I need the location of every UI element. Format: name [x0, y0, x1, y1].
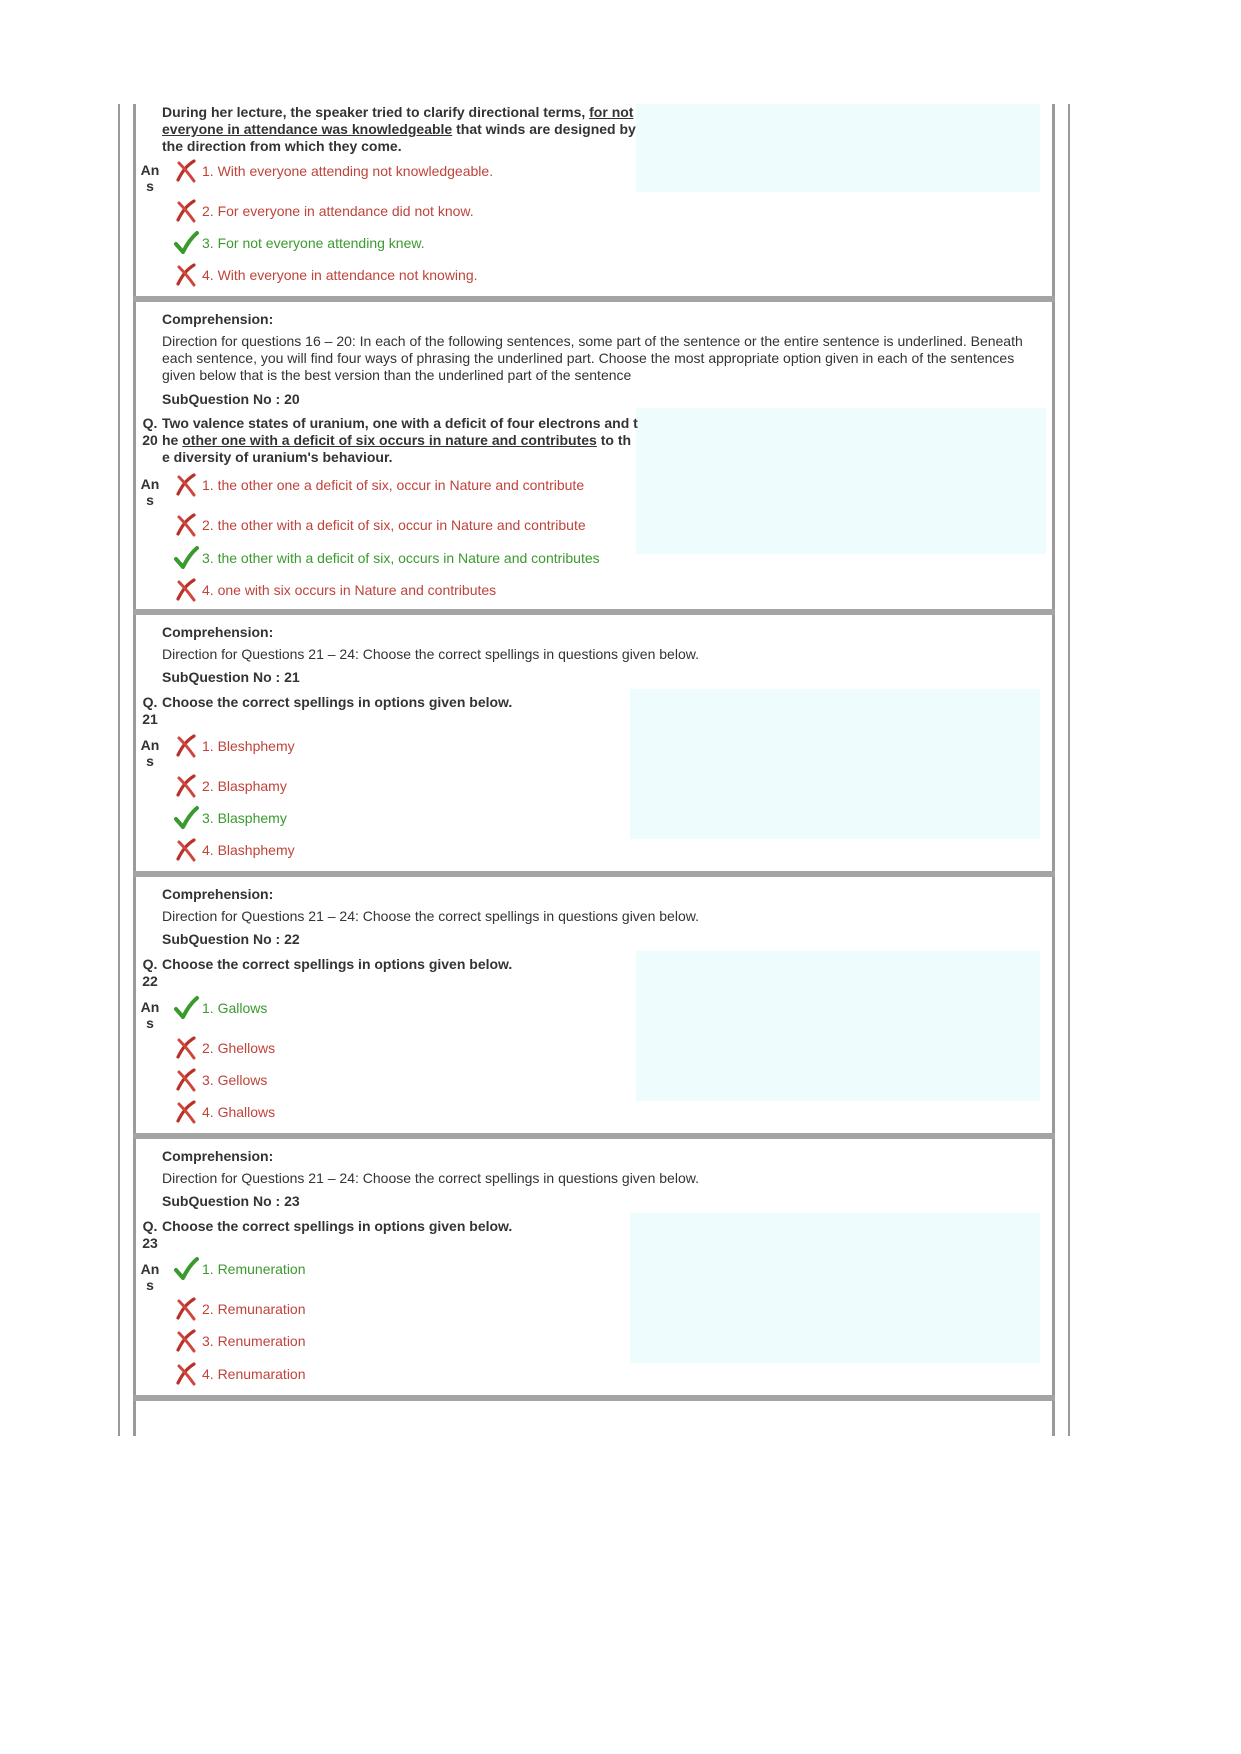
- option-label: 1. Gallows: [202, 1000, 268, 1016]
- answer-option: [172, 733, 295, 759]
- frame-line-right-inner: [1052, 104, 1055, 1436]
- cross-icon: [172, 837, 200, 863]
- cross-icon: [172, 262, 200, 288]
- answer-option: [172, 198, 474, 224]
- cross-icon: [172, 512, 200, 538]
- cross-icon: [172, 472, 200, 498]
- question-text: [162, 104, 638, 155]
- answer-option: [172, 230, 425, 256]
- question-text-part: During her lecture, the speaker tried to clarify directional terms,: [162, 104, 590, 120]
- direction-text: Direction for Questions 21 – 24: Choose the correct spellings in questions given below.: [162, 908, 699, 924]
- option-label: 4. Blashphemy: [202, 842, 295, 858]
- answer-option: [172, 1067, 267, 1093]
- option-label: 3. Blasphemy: [202, 810, 287, 826]
- answer-label: An s: [140, 999, 160, 1031]
- answer-area-shade: [636, 951, 1040, 1101]
- cross-icon: [172, 773, 200, 799]
- option-label: 4. Renumaration: [202, 1366, 306, 1382]
- answer-option: [172, 1256, 306, 1282]
- answer-area-shade: [636, 104, 1040, 192]
- answer-option: [172, 837, 295, 863]
- direction-text: Direction for questions 16 – 20: In each of the following sentences, some part of the sentence or the entire sentence is underlined. Beneath each sentence, you will find four ways of phrasing the underlined part. Choose the most appropriate option given in each of the sentences given below that is the best version than the underlined part of the sentence: [162, 333, 1023, 383]
- cross-icon: [172, 1361, 200, 1387]
- answer-option: [172, 1099, 275, 1125]
- cross-icon: [172, 733, 200, 759]
- option-label: 2. the other with a deficit of six, occur in Nature and contribute: [202, 517, 586, 533]
- question-number: Q. 23: [142, 1218, 158, 1251]
- option-label: 3. For not everyone attending knew.: [202, 235, 425, 251]
- comprehension-heading: Comprehension:: [162, 311, 274, 327]
- checkmark-icon: [172, 995, 200, 1021]
- cross-icon: [172, 577, 200, 603]
- option-label: 2. Remunaration: [202, 1301, 306, 1317]
- direction-text: Direction for Questions 21 – 24: Choose the correct spellings in questions given below.: [162, 1170, 699, 1186]
- question-text: Choose the correct spellings in options given below.: [162, 956, 513, 972]
- answer-option: [172, 577, 496, 603]
- answer-option: [172, 773, 287, 799]
- answer-label: An s: [140, 162, 160, 194]
- answer-area-shade: [630, 689, 1040, 839]
- answer-option: [172, 805, 287, 831]
- option-label: 1. Remuneration: [202, 1261, 306, 1277]
- answer-option: [172, 262, 478, 288]
- option-label: 1. the other one a deficit of six, occur in Nature and contribute: [202, 477, 585, 493]
- direction-text: Direction for Questions 21 – 24: Choose the correct spellings in questions given below.: [162, 646, 699, 662]
- subquestion-number: SubQuestion No : 21: [162, 669, 300, 685]
- frame-line-left-outer: [118, 104, 120, 1436]
- answer-option: [172, 1361, 306, 1387]
- option-label: 2. Blasphamy: [202, 778, 287, 794]
- cross-icon: [172, 1035, 200, 1061]
- option-label: 4. With everyone in attendance not knowing.: [202, 267, 478, 283]
- section-separator: [133, 296, 1055, 302]
- underlined-text: for not everyone in attendance was knowledgeable: [162, 104, 634, 137]
- option-label: 4. Ghallows: [202, 1104, 276, 1120]
- checkmark-icon: [172, 805, 200, 831]
- answer-option: [172, 472, 584, 498]
- comprehension-heading: Comprehension:: [162, 886, 274, 902]
- cross-icon: [172, 158, 200, 184]
- option-label: 3. Renumeration: [202, 1333, 306, 1349]
- option-label: 1. Bleshphemy: [202, 738, 295, 754]
- cross-icon: [172, 1099, 200, 1125]
- question-number: Q. 21: [142, 694, 158, 727]
- comprehension-heading: Comprehension:: [162, 1148, 274, 1164]
- comprehension-heading: Comprehension:: [162, 624, 274, 640]
- option-label: 2. Ghellows: [202, 1040, 276, 1056]
- question-text: Choose the correct spellings in options given below.: [162, 1218, 513, 1234]
- subquestion-number: SubQuestion No : 20: [162, 391, 300, 407]
- cross-icon: [172, 1067, 200, 1093]
- answer-label: An s: [140, 1261, 160, 1293]
- subquestion-number: SubQuestion No : 23: [162, 1193, 300, 1209]
- option-label: 3. Gellows: [202, 1072, 268, 1088]
- answer-option: [172, 545, 600, 571]
- subquestion-number: SubQuestion No : 22: [162, 931, 300, 947]
- answer-option: [172, 1296, 306, 1322]
- checkmark-icon: [172, 230, 200, 256]
- section-separator: [133, 1133, 1055, 1139]
- question-text-part: Two valence states of uranium, one with a deficit of four electrons and the: [162, 415, 638, 448]
- answer-option: [172, 1035, 275, 1061]
- question-text-part: that winds are designed by the direction from which they come.: [162, 121, 636, 154]
- cross-icon: [172, 1296, 200, 1322]
- cross-icon: [172, 198, 200, 224]
- answer-option: [172, 158, 493, 184]
- option-label: 4. one with six occurs in Nature and contributes: [202, 582, 497, 598]
- question-text: [162, 415, 638, 466]
- option-label: 2. For everyone in attendance did not know.: [202, 203, 474, 219]
- section-separator: [133, 609, 1055, 615]
- frame-line-right-outer: [1068, 104, 1070, 1436]
- option-label: 1. With everyone attending not knowledgeable.: [202, 163, 494, 179]
- answer-area-shade: [630, 1213, 1040, 1363]
- answer-label: An s: [140, 737, 160, 769]
- question-text-part: to the diversity of uranium's behaviour.: [162, 432, 632, 465]
- answer-area-shade: [636, 408, 1046, 554]
- cross-icon: [172, 1328, 200, 1354]
- question-number: Q. 20: [142, 415, 158, 448]
- checkmark-icon: [172, 545, 200, 571]
- section-separator: [133, 1395, 1055, 1401]
- underlined-text: other one with a deficit of six occurs in nature and contributes: [182, 432, 597, 448]
- question-text: Choose the correct spellings in options given below.: [162, 694, 513, 710]
- section-separator: [133, 871, 1055, 877]
- answer-option: [172, 1328, 306, 1354]
- question-number: Q. 22: [142, 956, 158, 989]
- answer-option: [172, 995, 267, 1021]
- option-label: 3. the other with a deficit of six, occurs in Nature and contributes: [202, 550, 600, 566]
- answer-label: An s: [140, 476, 160, 508]
- checkmark-icon: [172, 1256, 200, 1282]
- frame-line-left-inner: [133, 104, 136, 1436]
- answer-option: [172, 512, 586, 538]
